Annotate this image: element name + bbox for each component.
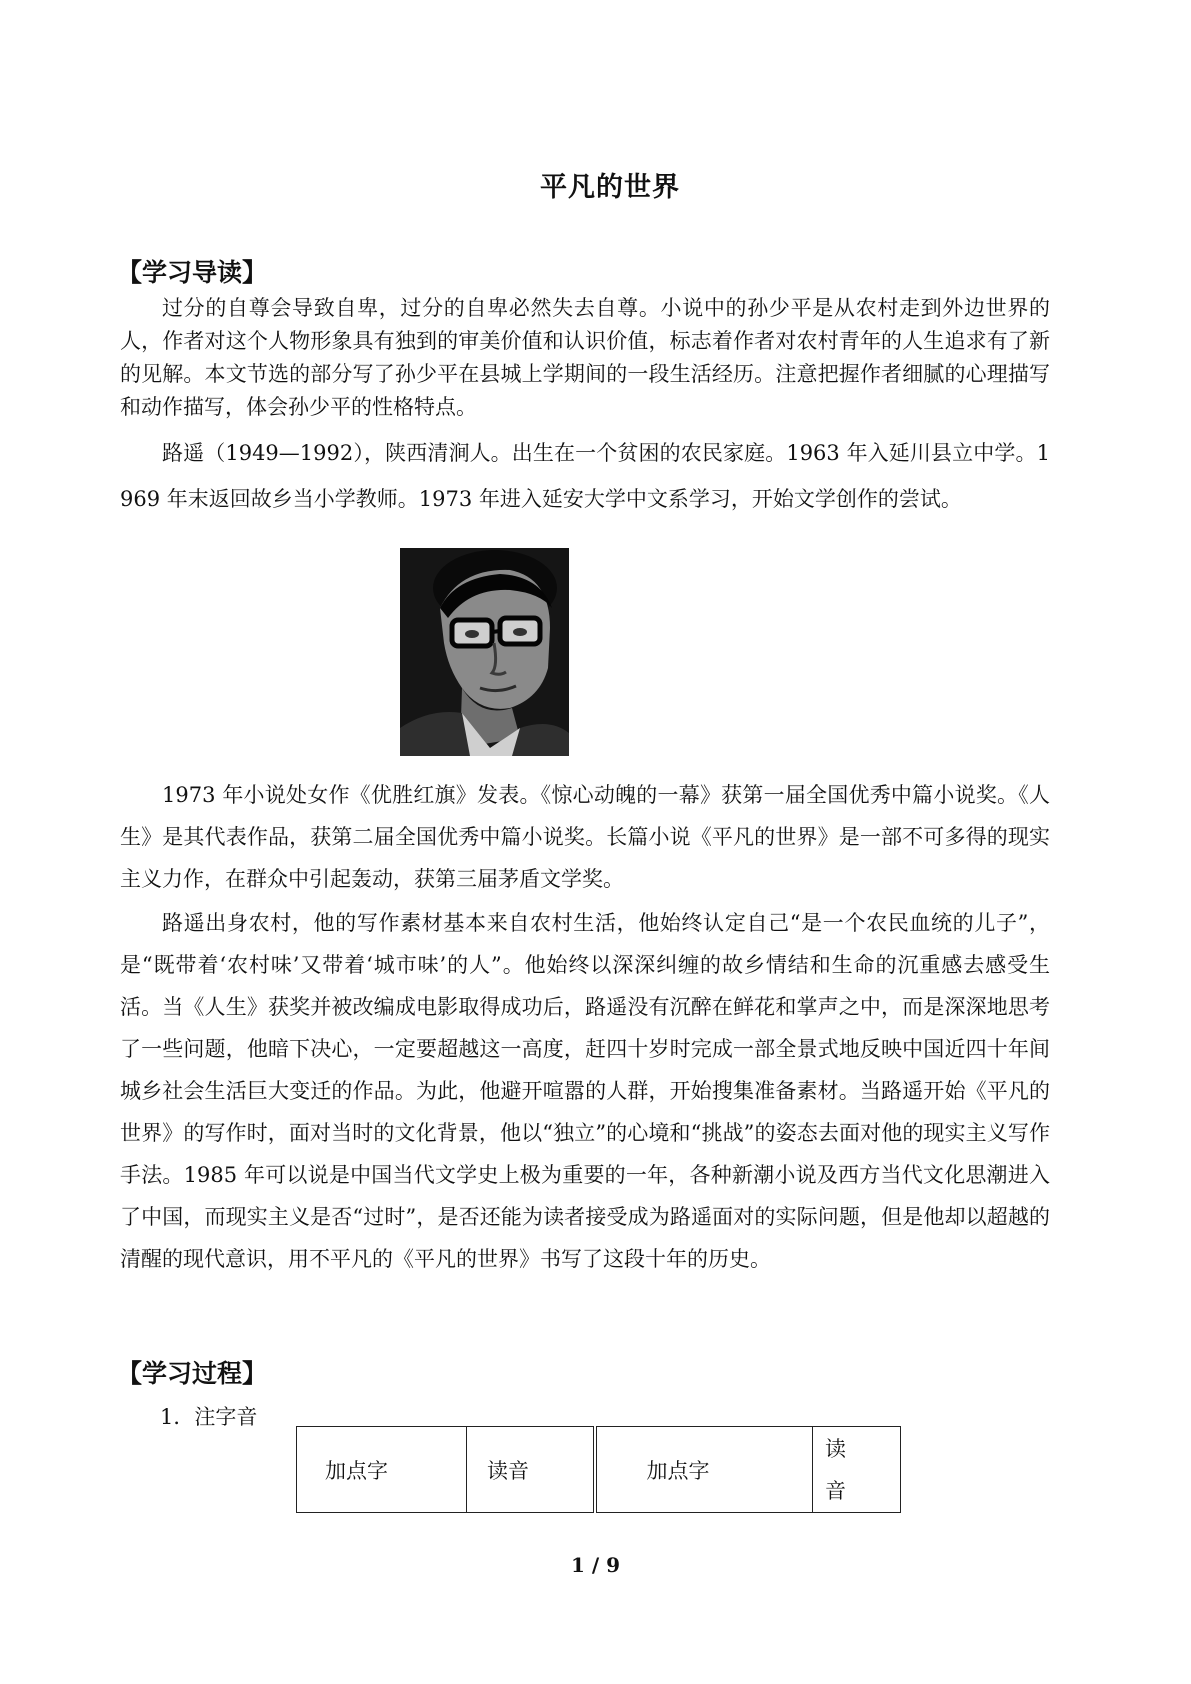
table-header-cell: 读音 — [467, 1427, 595, 1513]
step-label: 1．注字音 — [160, 1405, 258, 1429]
table-header-cell: 加点字 — [595, 1427, 813, 1513]
section-heading-guide: 【学习导读】 — [117, 258, 268, 287]
intro-paragraph: 过分的自尊会导致自卑，过分的自卑必然失去自尊。小说中的孙少平是从农村走到外边世界的人，作者对这个人物形象具有独到的审美价值和认识价值，标志着作者对农村青年的人生追求有了新的见解。本文节选的部分写了孙少平在县城上学期间的一段生活经历。注意把握作者细腻的心理描写和动作描写，体会孙少平的性格特点。 — [120, 296, 1050, 419]
author-portrait-drawing — [400, 548, 569, 756]
header-line: 音 — [825, 1478, 846, 1503]
table-row — [297, 1427, 901, 1513]
header-line: 读 — [825, 1436, 846, 1461]
works-paragraph: 1973 年小说处女作《优胜红旗》发表。《惊心动魄的一幕》获第一届全国优秀中篇小说奖。《人生》是其代表作品，获第二届全国优秀中篇小说奖。长篇小说《平凡的世界》是一部不可多得的现实主义力作，在群众中引起轰动，获第三届茅盾文学奖。 — [120, 783, 1050, 891]
background-paragraph: 路遥出身农村，他的写作素材基本来自农村生活，他始终认定自己“是一个农民血统的儿子”，是“既带着‘农村味’又带着‘城市味’的人”。他始终以深深纠缠的故乡情结和生命的沉重感去感受生活。当《人生》获奖并被改编成电影取得成功后，路遥没有沉醉在鲜花和掌声之中，而是深深地思考了一些问题，他暗下决心，一定要超越这一高度，赶四十岁时完成一部全景式地反映中国近四十年间城乡社会生活巨大变迁的作品。为此，他避开喧嚣的人群，开始搜集准备素材。当路遥开始《平凡的世界》的写作时，面对当时的文化背景，他以“独立”的心境和“挑战”的姿态去面对他的现实主义写作手法。1985 年可以说是中国当代文学史上极为重要的一年，各种新潮小说及西方当代文化思潮进入了中国，而现实主义是否“过时”，是否还能为读者接受成为路遥面对的实际问题，但是他却以超越的清醒的现代意识，用不平凡的《平凡的世界》书写了这段十年的历史。 — [120, 911, 1050, 1271]
author-portrait — [400, 548, 569, 756]
pinyin-table — [296, 1426, 901, 1513]
page-title: 平凡的世界 — [540, 172, 680, 203]
author-bio-paragraph: 路遥（1949—1992），陕西清涧人。出生在一个贫困的农民家庭。1963 年入延川县立中学。1969 年末返回故乡当小学教师。1973 年进入延安大学中文系学习，开始文学创作的尝试。 — [120, 441, 1050, 511]
page-number: 1 / 9 — [570, 1553, 621, 1577]
table-header-cell: 加点字 — [297, 1427, 467, 1513]
section-heading-process: 【学习过程】 — [117, 1359, 268, 1388]
table-header-cell — [813, 1427, 901, 1513]
